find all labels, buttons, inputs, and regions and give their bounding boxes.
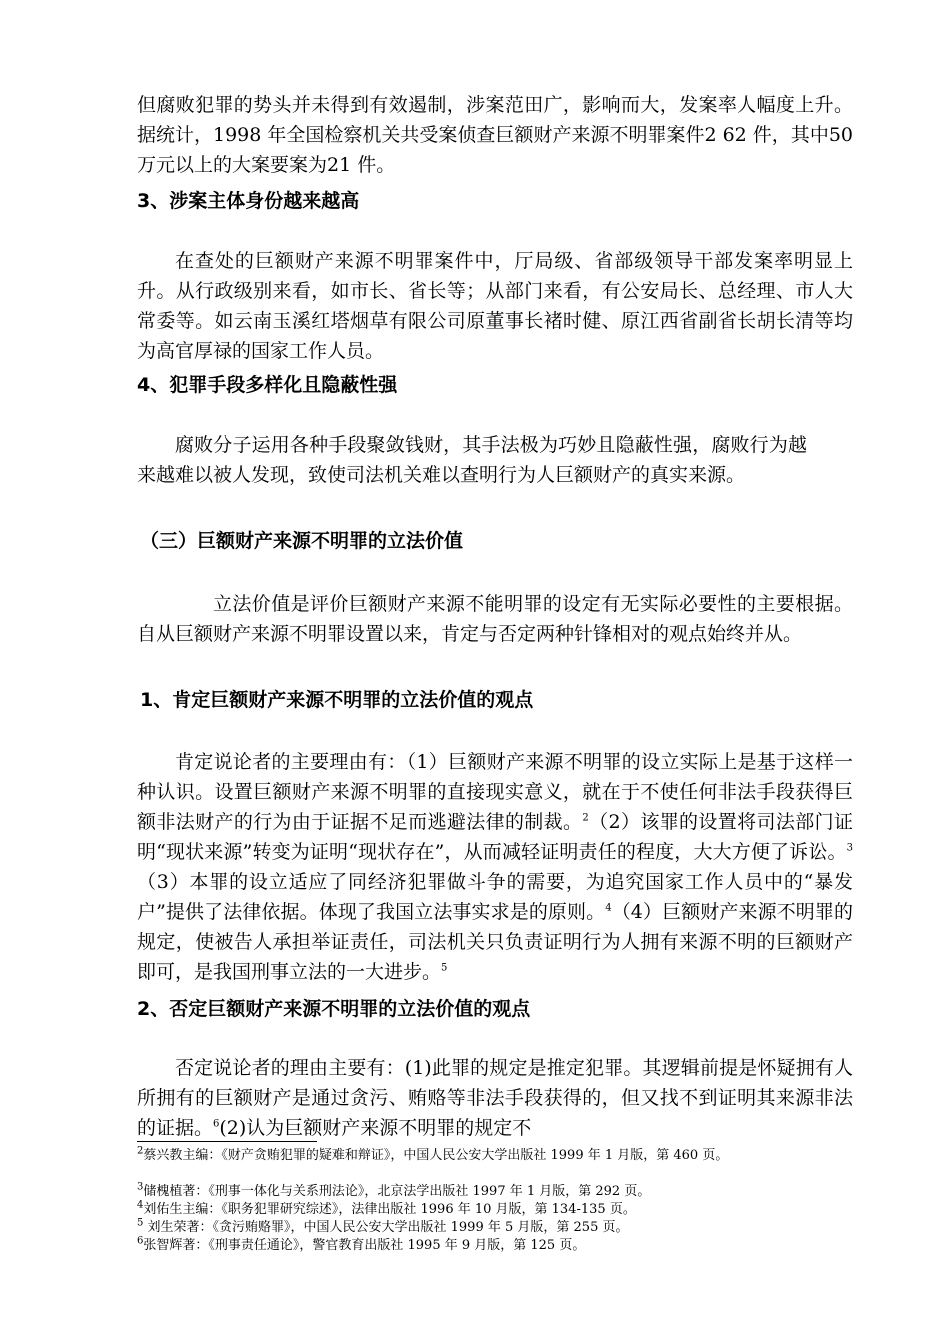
footnote-ref-4[interactable]: 4 bbox=[605, 902, 612, 914]
footnote-ref-3[interactable]: 3 bbox=[846, 842, 853, 854]
heading-crime-methods: 4、犯罪手段多样化且隐蔽性强 bbox=[137, 374, 398, 396]
negative-reason-2: (2)认为巨额财产来源不明罪的规定不 bbox=[219, 1117, 532, 1139]
paragraph-negative-view bbox=[137, 1053, 853, 1143]
footnote-3 bbox=[137, 1183, 853, 1201]
paragraph-legislative-value: 立法价值是评价巨额财产来源不能明罪的设定有无实际必要性的主要根据。自从巨额财产来源不明罪设置以来，肯定与否定两种针锋相对的观点始终并从。 bbox=[137, 593, 853, 645]
heading-affirmative-view: 1、肯定巨额财产来源不明罪的立法价值的观点 bbox=[140, 689, 534, 711]
footnote-separator bbox=[137, 1141, 317, 1142]
footnote-ref-2[interactable]: 2 bbox=[582, 812, 589, 824]
footnote-number: 2 bbox=[137, 1145, 144, 1157]
negative-reason-1: 否定说论者的理由主要有：(1)此罪的规定是推定犯罪。其逻辑前提是怀疑拥有人所拥有的巨额财产是通过贪污、贿赂等非法手段获得的，但又找不到证明其来源非法的证据。 bbox=[137, 1057, 853, 1139]
affirmative-reason-3: （3）本罪的设立适应了同经济犯罪做斗争的需要，为追究国家工作人员中的“暴发户”提供了法律依据。体现了我国立法事实求是的原则。 bbox=[137, 871, 853, 923]
footnote-text: 蔡兴教主编：《财产贪贿犯罪的疑难和辩证》，中国人民公安大学出版社 1999 年 1 月版，第 460 页。 bbox=[143, 1148, 729, 1163]
affirmative-reason-1: 肯定说论者的主要理由有：（1）巨额财产来源不明罪的设立实际上是基于这样一种认识。设置巨额财产来源不明罪的直接现实意义，就在于不使任何非法手段获得巨额非法财产的行为由于证据不足而逃避法律的制裁。 bbox=[137, 751, 853, 833]
paragraph-affirmative-view bbox=[137, 747, 853, 987]
footnote-text: 刘佑生主编：《职务犯罪研究综述》，法律出版社 1996 年 10 月版，第 134-135 页。 bbox=[143, 1202, 636, 1217]
footnote-number: 4 bbox=[137, 1199, 144, 1211]
footnote-ref-5[interactable]: 5 bbox=[441, 962, 448, 974]
paragraph-intro: 但腐败犯罪的势头并未得到有效遏制，涉案范田广，影响而大，发案率人幅度上升。据统计，1998 年全国检察机关共受案侦查巨额财产来源不明罪案件2 62 件，其中50 万元以上的大案要案为21 件。 bbox=[137, 94, 853, 176]
heading-negative-view: 2、否定巨额财产来源不明罪的立法价值的观点 bbox=[137, 998, 531, 1020]
heading-subject-identity: 3、涉案主体身份越来越高 bbox=[137, 190, 360, 212]
footnote-text: 储槐植著：《刑事一体化与关系刑法论》，北京法学出版社 1997 年 1 月版，第 292 页。 bbox=[143, 1184, 651, 1199]
footnote-number: 5 bbox=[137, 1217, 144, 1229]
affirmative-reason-2: （2）该罪的设置将司法部门证明“现状来源”转变为证明“现状存在”，从而减轻证明责任的程度，大大方便了诉讼。 bbox=[137, 811, 853, 863]
footnote-ref-6[interactable]: 6 bbox=[213, 1118, 220, 1130]
footnote-text: 张智辉著：《刑事责任通论》，警官教育出版社 1995 年 9 月版，第 125 页。 bbox=[143, 1238, 586, 1253]
affirmative-reason-4: （4）巨额财产来源不明罪的规定，使被告人承担举证责任，司法机关只负责证明行为人拥有来源不明的巨额财产即可，是我国刑事立法的一大进步。 bbox=[137, 901, 854, 983]
footnote-text: 刘生荣著：《贪污贿赂罪》，中国人民公安大学出版社 1999 年 5 月版，第 255 页。 bbox=[143, 1220, 629, 1235]
footnote-number: 3 bbox=[137, 1181, 144, 1193]
footnote-4 bbox=[137, 1201, 853, 1219]
paragraph-crime-methods: 腐败分子运用各种手段聚敛钱财，其手法极为巧妙且隐蔽性强，腐败行为越来越难以被人发现，致使司法机关难以查明行为人巨额财产的真实来源。 bbox=[137, 434, 807, 486]
section-heading-legislative-value: （三）巨额财产来源不明罪的立法价值 bbox=[140, 530, 464, 552]
paragraph-subject-identity: 在查处的巨额财产来源不明罪案件中，厅局级、省部级领导干部发案率明显上升。从行政级别来看，如市长、省长等；从部门来看，有公安局长、总经理、市人大常委等。如云南玉溪红塔烟草有限公司原董事长褚时健、原江西省副省长胡长清等均为高官厚禄的国家工作人员。 bbox=[137, 250, 853, 362]
footnote-number: 6 bbox=[137, 1235, 144, 1247]
footnote-2 bbox=[137, 1147, 853, 1165]
footnote-5 bbox=[137, 1219, 853, 1237]
footnote-6 bbox=[137, 1237, 853, 1255]
